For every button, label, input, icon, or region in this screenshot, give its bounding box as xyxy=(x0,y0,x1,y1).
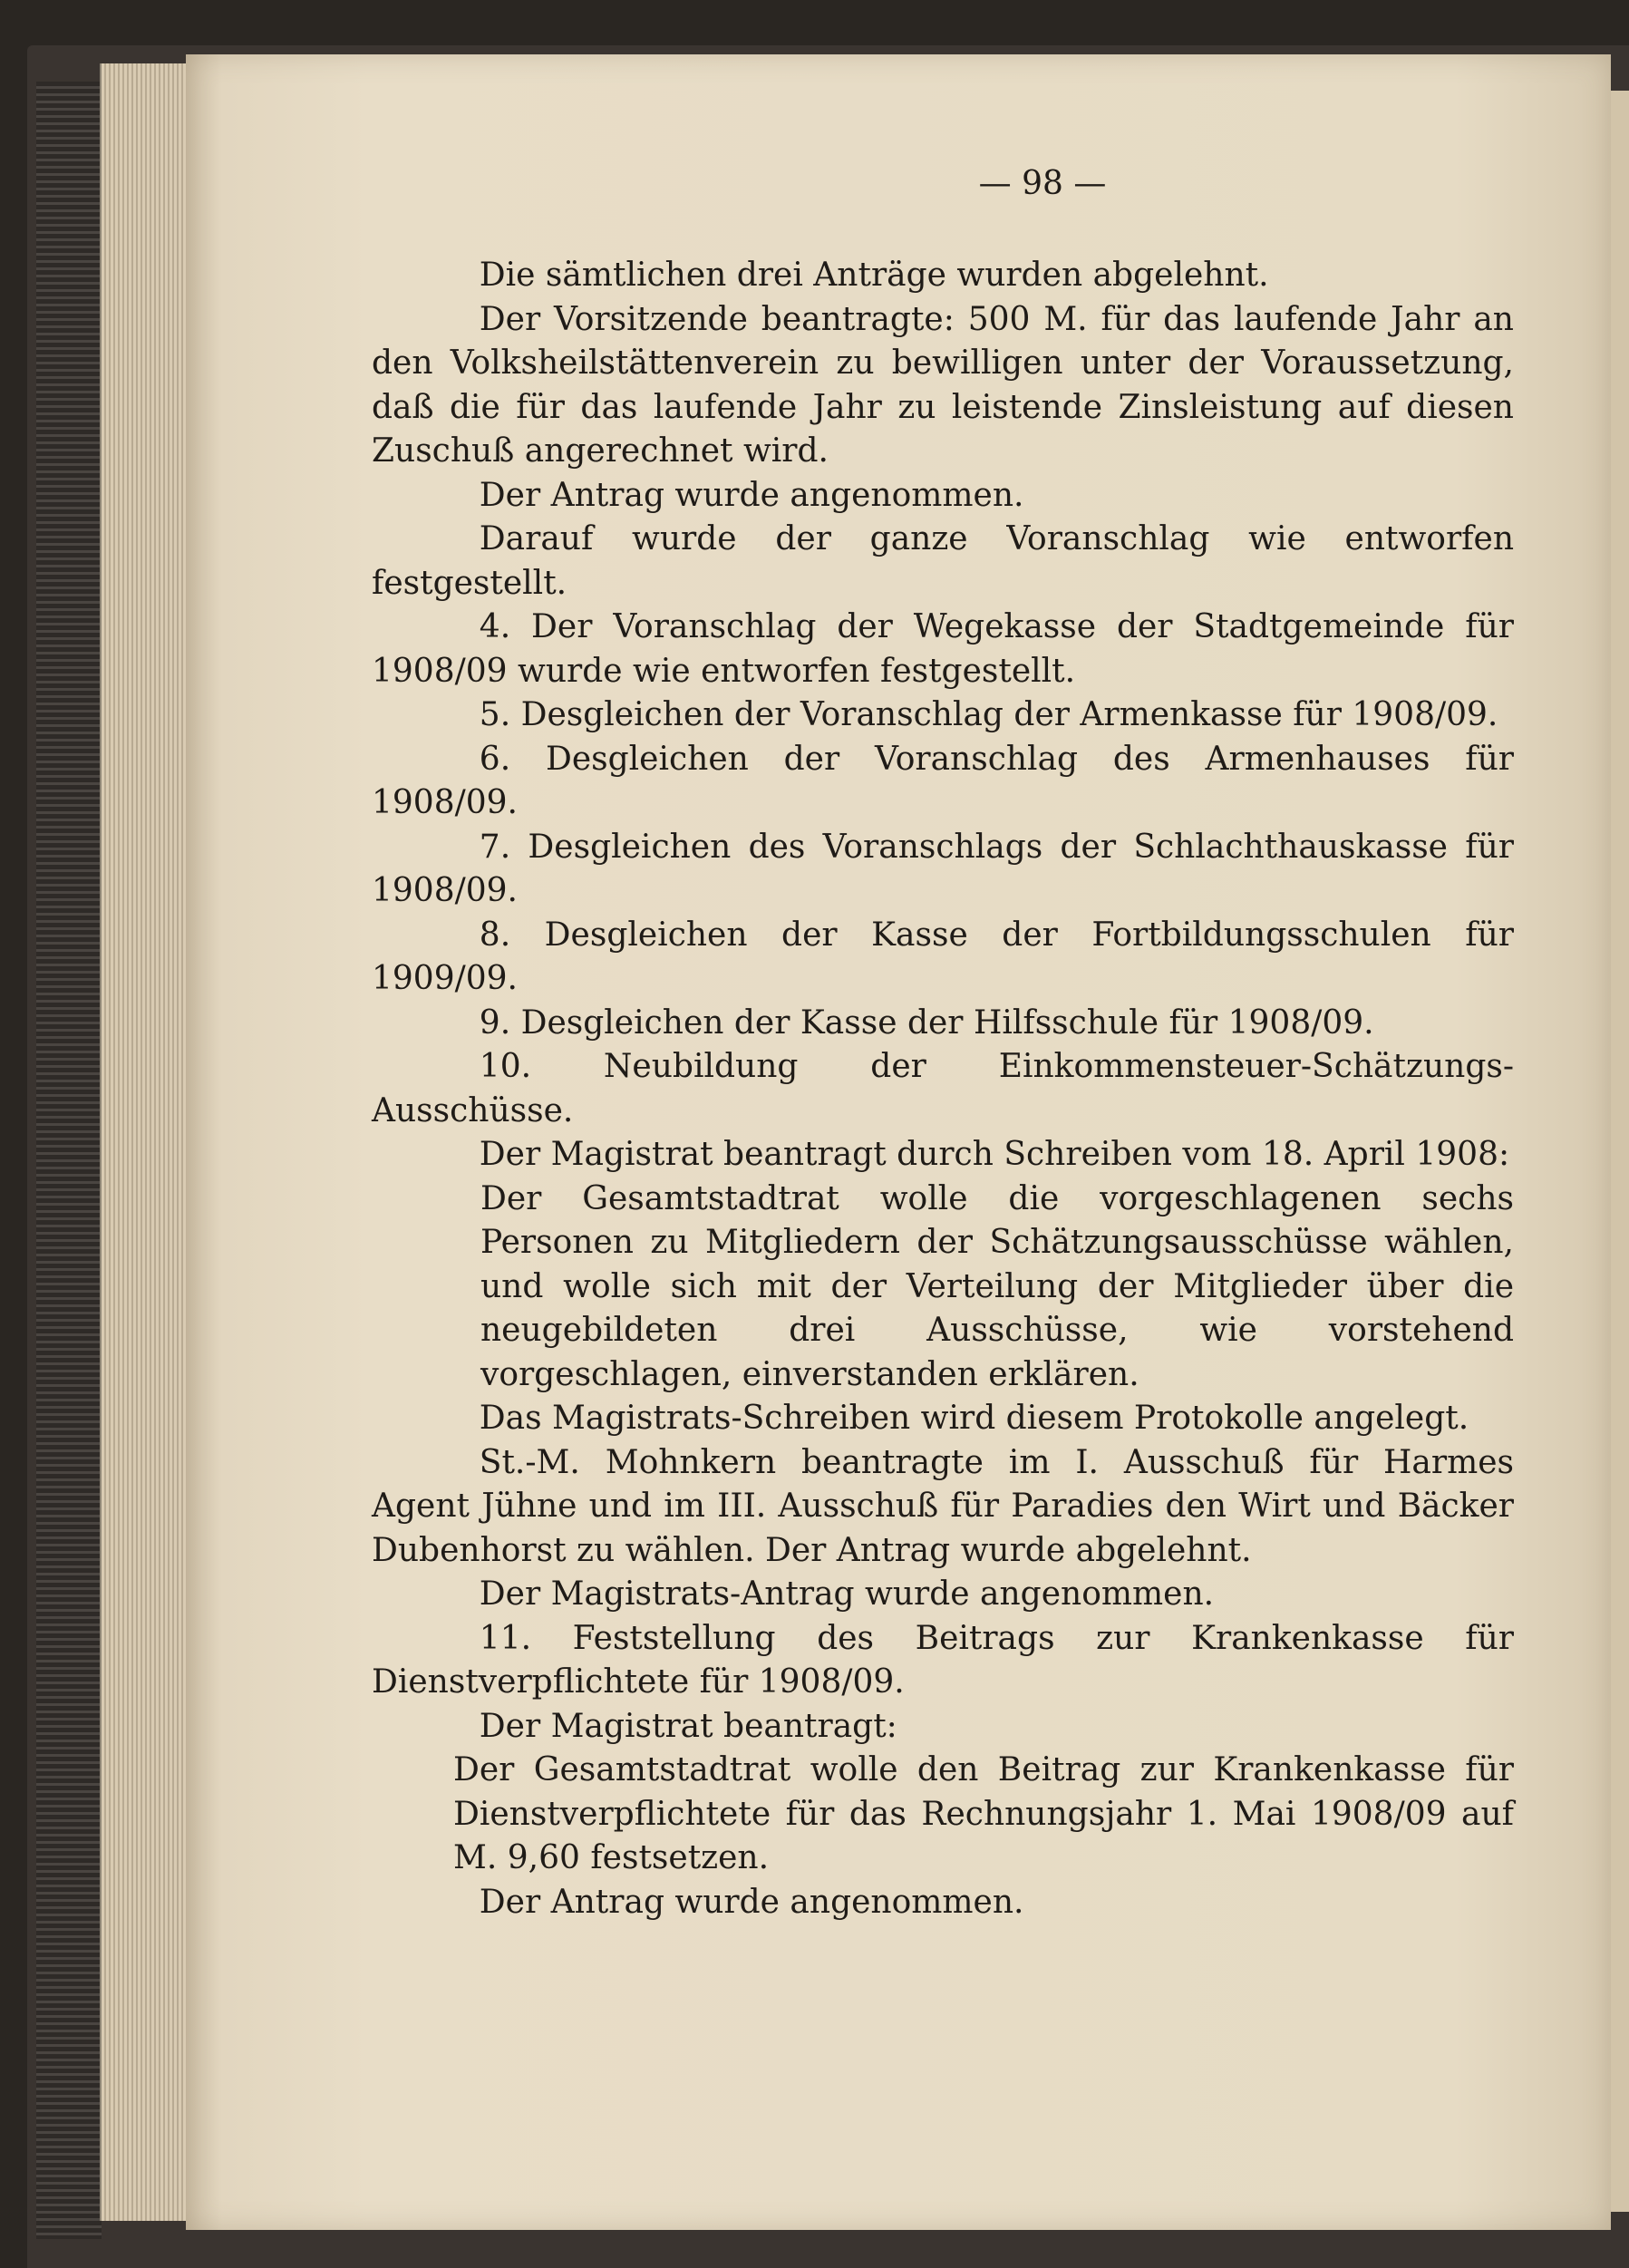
agenda-item: 10. Neubildung der Einkommensteuer-Schätzungs-Ausschüsse. xyxy=(372,1048,1514,1129)
paragraph: Darauf wurde der ganze Voranschlag wie entworfen festgestellt. xyxy=(372,520,1514,602)
agenda-item: 6. Desgleichen der Voranschlag des Armenhauses für 1908/09. xyxy=(372,740,1514,821)
paragraph: Der Antrag wurde angenommen. xyxy=(479,1883,1024,1921)
agenda-item: 4. Der Voranschlag der Wegekasse der Stadtgemeinde für 1908/09 wurde wie entworfen festgestellt. xyxy=(372,608,1514,690)
paragraph: Die sämtlichen drei Anträge wurden abgelehnt. xyxy=(479,257,1269,294)
agenda-item: 5. Desgleichen der Voranschlag der Armenkasse für 1908/09. xyxy=(479,696,1498,733)
page-number: — 98 — xyxy=(978,165,1107,202)
agenda-item: 11. Feststellung des Beitrags zur Krankenkasse für Dienstverpflichtete für 1908/09. xyxy=(372,1619,1514,1701)
agenda-item: 8. Desgleichen der Kasse der Fortbildungsschulen für 1909/09. xyxy=(372,916,1514,997)
page-text xyxy=(372,254,1514,1924)
agenda-item: 9. Desgleichen der Kasse der Hilfsschule für 1908/09. xyxy=(479,1003,1374,1042)
page-edges xyxy=(100,63,192,2221)
book-spine xyxy=(36,82,102,2239)
quoted-motion: Der Gesamtstadtrat wolle den Beitrag zur Krankenkasse für Dienstverpflichtete für das Rechnungsjahr 1. Mai 1908/09 auf M. 9,60 festsetzen. xyxy=(453,1751,1514,1876)
quoted-motion: Der Gesamtstadtrat wolle die vorgeschlagenen sechs Personen zu Mitgliedern der Schätzungsausschüsse wählen, und wolle sich mit der Verteilung der Mitglieder über die neugebildeten drei Ausschüsse, wie vorstehend vorgeschlagen, einverstanden erklären. xyxy=(480,1179,1514,1393)
paragraph: Der Vorsitzende beantragte: 500 M. für das laufende Jahr an den Volksheilstättenverein zu bewilligen unter der Voraussetzung, daß die für das laufende Jahr zu leistende Zinsleistung auf diesen Zuschuß angerechnet wird. xyxy=(372,300,1514,470)
paragraph: Der Magistrat beantragt durch Schreiben vom 18. April 1908: xyxy=(479,1136,1510,1173)
paragraph: Der Magistrats-Antrag wurde angenommen. xyxy=(479,1575,1215,1613)
paragraph: St.-M. Mohnkern beantragte im I. Ausschuß für Harmes Agent Jühne und im III. Ausschuß für Paradies den Wirt und Bäcker Dubenhorst zu wählen. Der Antrag wurde abgelehnt. xyxy=(372,1443,1514,1569)
paragraph: Der Magistrat beantragt: xyxy=(479,1707,897,1745)
paragraph: Das Magistrats-Schreiben wird diesem Protokolle angelegt. xyxy=(479,1400,1469,1437)
next-page-edge xyxy=(1611,91,1629,2212)
agenda-item: 7. Desgleichen des Voranschlags der Schlachthauskasse für 1908/09. xyxy=(372,828,1514,909)
paragraph: Der Antrag wurde angenommen. xyxy=(479,476,1024,514)
